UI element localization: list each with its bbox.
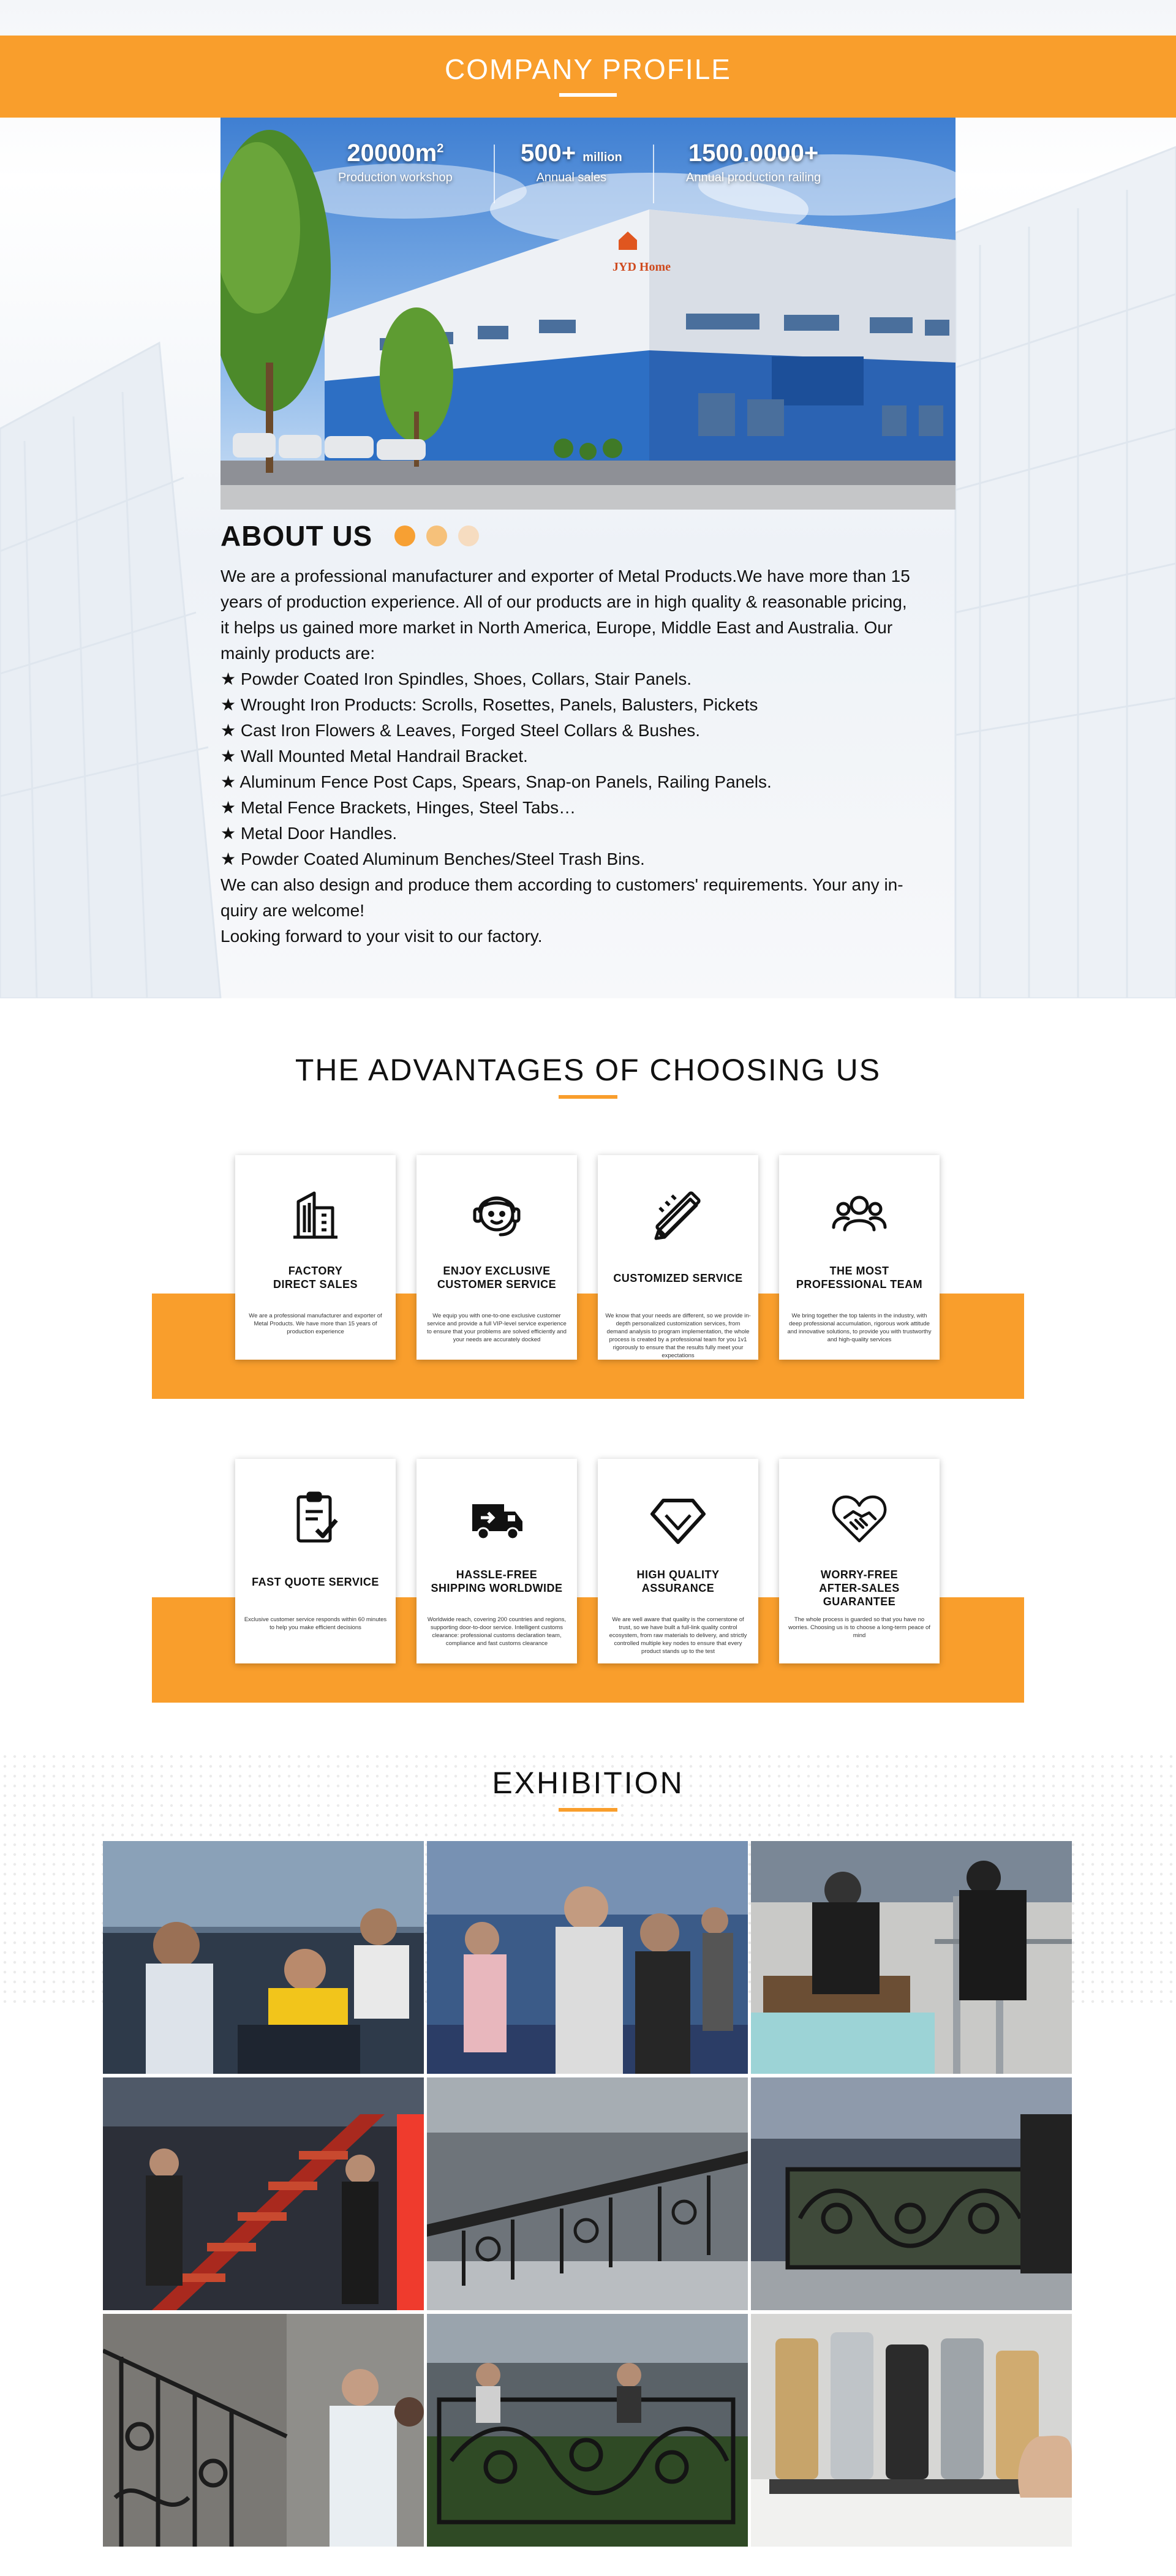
product-list-item: ★ Powder Coated Aluminum Benches/Steel Trash Bins. — [221, 849, 645, 868]
stat-value: 1500.0000+ — [688, 140, 819, 167]
card-title: HIGH QUALITY ASSURANCE — [636, 1569, 720, 1594]
card-title: WORRY-FREE AFTER-SALES GUARANTEE — [819, 1569, 900, 1608]
stat-unit: million — [582, 151, 622, 164]
advantage-card — [598, 1155, 758, 1360]
product-list-item: ★ Wall Mounted Metal Handrail Bracket. — [221, 747, 528, 766]
product-list-item: ★ Metal Fence Brackets, Hinges, Steel Tabs… — [221, 798, 576, 817]
card-description: We are a professional manufacturer and exporter of Metal Products. We have more than 15 years of production experience — [249, 1312, 382, 1335]
diamond-quality-icon — [647, 1487, 709, 1548]
decorative-dot — [458, 525, 479, 546]
about-line: quiry are welcome! — [221, 901, 364, 920]
card-description: We know that your needs are different, so we provide in-depth personalized customization services, from demand analysis to program implementation, the whole process is created by a professional team for you 1v1 rigorously to ensure that the results fully meet your expectations — [605, 1312, 751, 1359]
advantage-card — [417, 1155, 577, 1360]
advantage-card — [779, 1459, 940, 1663]
decorative-dot — [394, 525, 415, 546]
card-description: Exclusive customer service responds within 60 minutes to help you make efficient decisions — [244, 1616, 387, 1631]
card-description: The whole process is guarded so that you have no worries. Choosing us is to choose a long-term peace of mind — [788, 1616, 930, 1639]
team-people-icon — [829, 1183, 890, 1245]
product-list-item: ★ Powder Coated Iron Spindles, Shoes, Collars, Stair Panels. — [221, 669, 692, 688]
card-description: Worldwide reach, covering 200 countries and regions, supporting door-to-door service. Intelligent customs clearance: professional customs declaration team, compliance and fast customs clearance — [427, 1616, 567, 1647]
railing-display-photo — [751, 1841, 1072, 2074]
title-underline — [559, 1095, 617, 1099]
about-line: it helps us gained more market in North America, Europe, Middle East and Australia. Our — [221, 618, 893, 637]
about-line: We are a professional manufacturer and exporter of Metal Products.We have more than 15 — [221, 567, 910, 586]
stat-label: Annual sales — [536, 171, 607, 184]
stat-annual-sales — [521, 140, 622, 185]
factory-logo: JYD Home — [612, 260, 671, 274]
stat-label: Annual production railing — [686, 171, 821, 184]
stat-divider — [653, 145, 654, 203]
advantage-card — [235, 1459, 396, 1663]
iron-stair-railing-photo — [103, 2314, 424, 2547]
stat-value: 500+ — [521, 140, 576, 167]
exhibition-gallery — [103, 1841, 1072, 2547]
stat-annual-production — [686, 140, 821, 185]
section-title: COMPANY PROFILE — [445, 53, 731, 85]
factory-photo — [221, 118, 956, 510]
card-title: THE MOST PROFESSIONAL TEAM — [796, 1265, 923, 1290]
delivery-truck-icon — [466, 1487, 527, 1548]
card-description: We equip you with one-to-one exclusive customer service and provide a full VIP-level service experience to ensure that your problems are solved efficiently and your needs are accurately docked — [427, 1312, 567, 1343]
about-us-text — [221, 563, 956, 949]
advantage-card — [779, 1155, 940, 1360]
product-list-item: ★ Metal Door Handles. — [221, 824, 398, 843]
stat-divider — [494, 145, 495, 203]
stat-production-workshop — [338, 140, 453, 185]
title-underline — [559, 1808, 617, 1812]
iron-gate-visitors-photo — [427, 2314, 748, 2547]
trade-show-visitors-photo — [427, 1841, 748, 2074]
advantage-card — [235, 1155, 396, 1360]
customer-service-headset-icon — [466, 1183, 527, 1245]
advantages-title: THE ADVANTAGES OF CHOOSING US — [295, 1053, 881, 1087]
factory-building-icon — [285, 1183, 346, 1245]
about-line: Looking forward to your visit to our factory. — [221, 927, 543, 946]
stat-label: Production workshop — [338, 171, 453, 184]
clipboard-check-icon — [285, 1487, 346, 1548]
card-description: We are well aware that quality is the cornerstone of trust, so we have built a full-link quality control ecosystem, from raw materials to delivery, and strictly controlled multiple key nodes to ensure that every product stands up to the test — [609, 1616, 747, 1655]
company-profile-banner — [0, 36, 1176, 118]
about-us-title: ABOUT US — [221, 520, 373, 552]
card-title: HASSLE-FREE SHIPPING WORLDWIDE — [431, 1569, 563, 1594]
decorative-dot — [426, 525, 447, 546]
stat-value: 20000m — [347, 140, 437, 167]
card-title: FAST QUOTE SERVICE — [252, 1576, 379, 1588]
ruler-pencil-icon — [647, 1183, 709, 1245]
title-underline — [559, 93, 617, 97]
red-staircase-booth-photo — [103, 2077, 424, 2310]
card-title: FACTORY DIRECT SALES — [273, 1265, 358, 1290]
card-title: CUSTOMIZED SERVICE — [613, 1272, 743, 1284]
card-title: ENJOY EXCLUSIVE CUSTOMER SERVICE — [437, 1265, 557, 1290]
booth-meeting-photo — [103, 1841, 424, 2074]
exhibition-title: EXHIBITION — [492, 1766, 684, 1800]
product-list-item: ★ Cast Iron Flowers & Leaves, Forged Steel Collars & Bushes. — [221, 721, 700, 740]
stat-superscript: 2 — [437, 141, 444, 156]
advantage-card — [417, 1459, 577, 1663]
handshake-heart-icon — [829, 1487, 890, 1548]
about-line: mainly products are: — [221, 644, 375, 663]
product-list-item: ★ Wrought Iron Products: Scrolls, Rosettes, Panels, Balusters, Pickets — [221, 695, 758, 714]
about-line: We can also design and produce them according to customers' requirements. Your any in- — [221, 875, 903, 894]
product-list-item: ★ Aluminum Fence Post Caps, Spears, Snap-on Panels, Railing Panels. — [221, 772, 772, 791]
wrought-iron-railing-photo — [427, 2077, 748, 2310]
card-description: We bring together the top talents in the industry, with deep professional accumulation, rigorous work attitude and innovative solutions, to provide you with trustworthy and high-quality services — [787, 1312, 932, 1343]
about-line: years of production experience. All of our products are in high quality & reasonable pricing, — [221, 592, 907, 611]
ornamental-gate-photo — [751, 2077, 1072, 2310]
glass-spigot-clamps-photo — [751, 2314, 1072, 2547]
advantage-card — [598, 1459, 758, 1663]
